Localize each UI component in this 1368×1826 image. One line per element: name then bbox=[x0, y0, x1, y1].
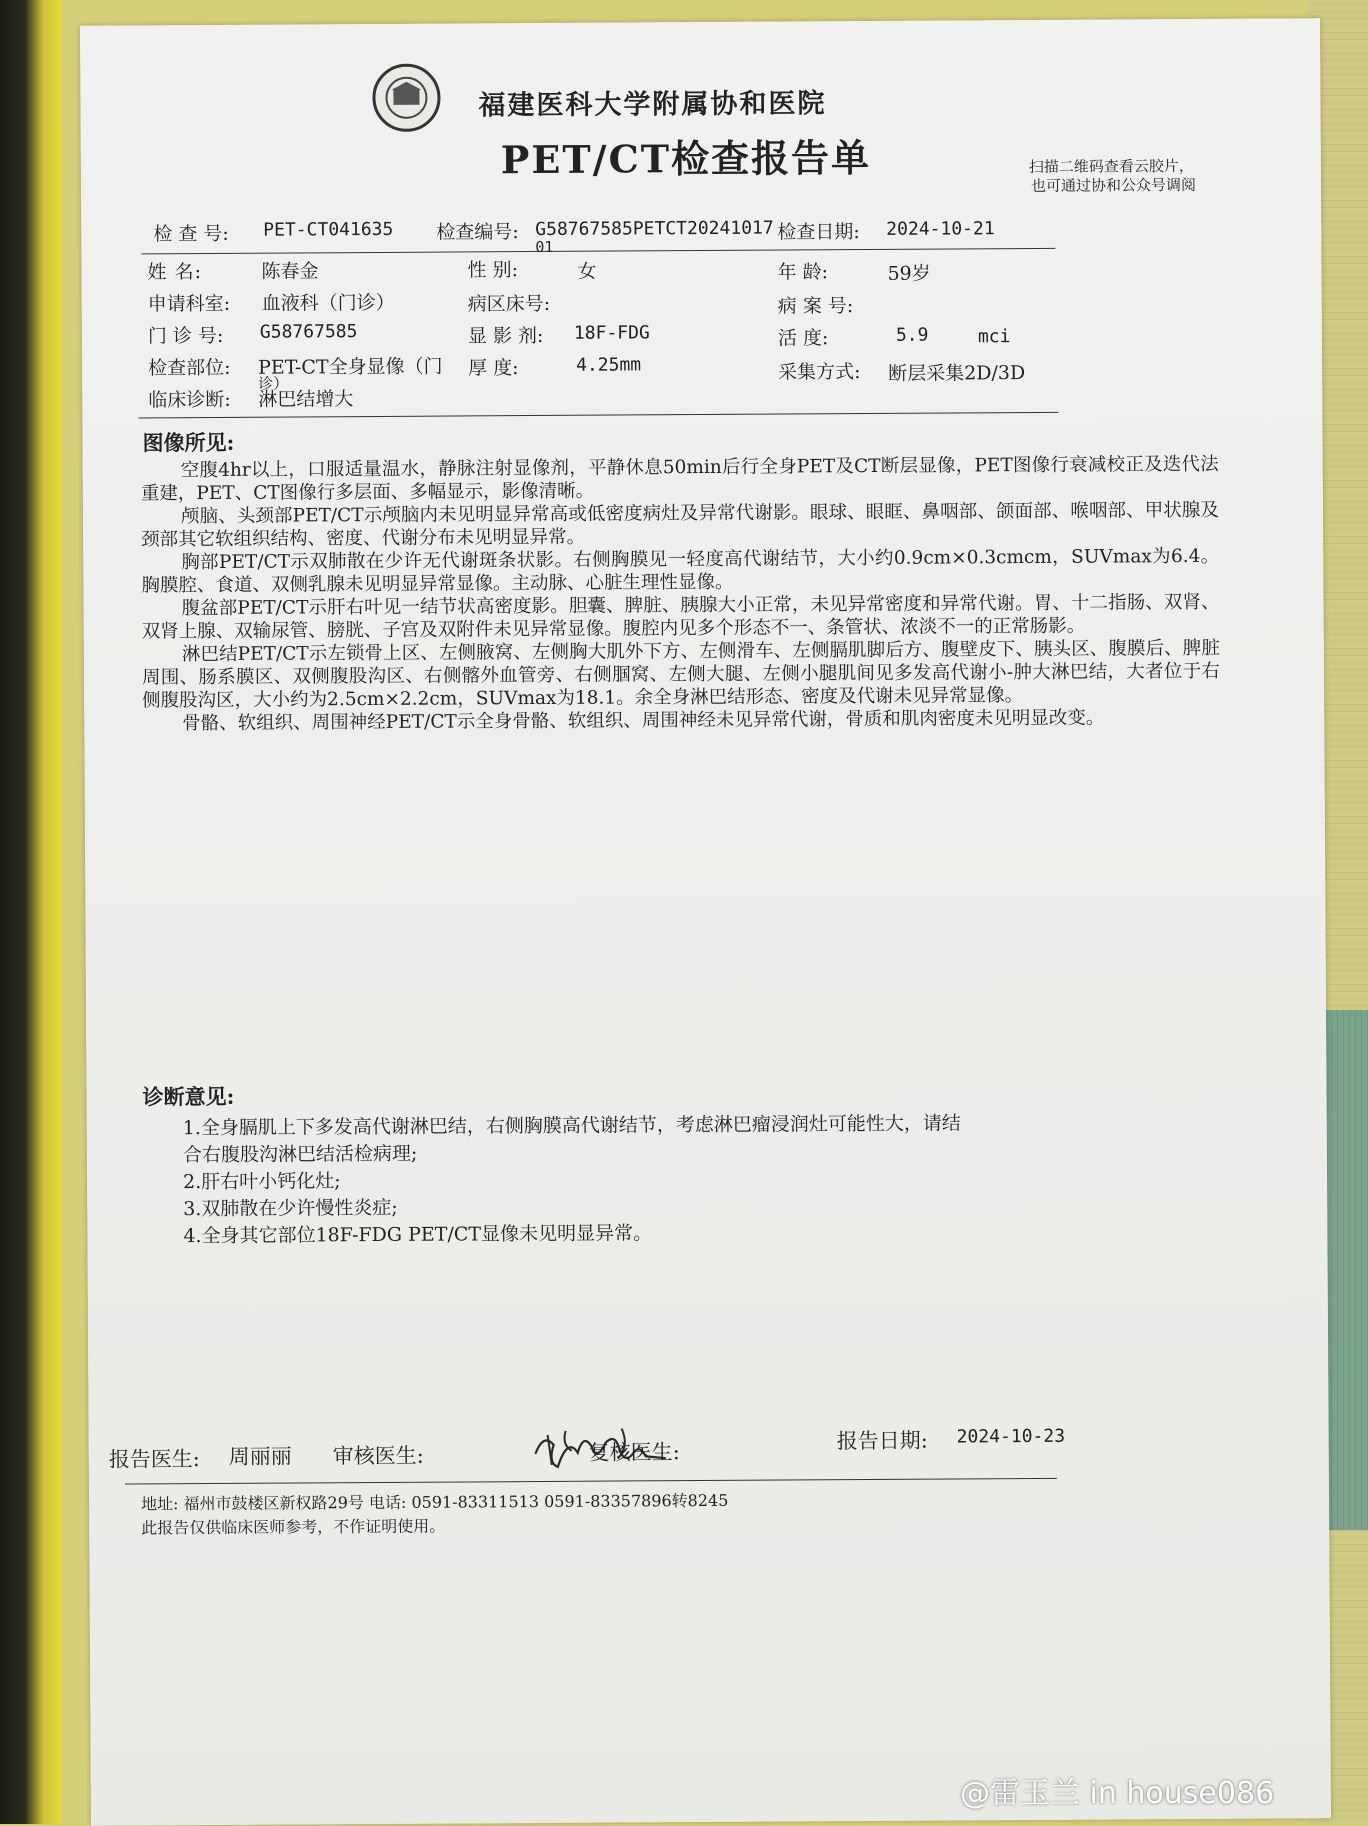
diagnosis-item: 3.双肺散在少许慢性炎症; bbox=[183, 1196, 398, 1221]
method-label: 采集方式: bbox=[778, 361, 861, 384]
watermark: @雷玉兰 in house086 bbox=[960, 1776, 1275, 1811]
recheck-doctor-label: 复核医生: bbox=[588, 1440, 680, 1465]
findings-paragraph: 空腹4hr以上，口服适量温水，静脉注射显像剂，平静休息50min后行全身PET及CT断层显像，PET图像行衰减校正及迭代法重建，PET、CT图像行多层面、多幅显示，影像清晰。 bbox=[140, 453, 1219, 505]
hospital-name: 福建医科大学附属协和医院 bbox=[478, 88, 827, 122]
findings-heading: 图像所见: bbox=[142, 429, 235, 456]
sex-label: 性 别: bbox=[467, 259, 519, 282]
agent-label: 显 影 剂: bbox=[467, 324, 544, 348]
qr-note-line2: 也可通过协和公众号调阅 bbox=[1030, 175, 1197, 195]
findings-paragraph: 淋巴结PET/CT示左锁骨上区、左侧腋窝、左侧胸大肌外下方、左侧滑车、左侧膈肌脚后方、腹壁皮下、胰头区、腹膜后、脾脏周围、肠系膜区、双侧腹股沟区、右侧髂外血管旁、右侧腘窝、左侧大腿、左侧小腿肌间见多发高代谢小-肿大淋巴结，大者位于右侧腹股沟区，大小约为2.5cm×2.2cm，SUVmax为18.1。余全身淋巴结形态、密度及代谢未见异常显像。 bbox=[141, 637, 1221, 712]
diagnosis-list bbox=[183, 1109, 1224, 1250]
name-value: 陈春金 bbox=[261, 260, 319, 283]
divider-patient bbox=[138, 412, 1058, 419]
thickness-value: 4.25mm bbox=[576, 354, 642, 376]
clinical-diag-label: 临床诊断: bbox=[148, 388, 231, 412]
age-value: 59岁 bbox=[887, 262, 931, 285]
report-paper bbox=[80, 18, 1331, 1826]
clinic-no-value: G58767585 bbox=[259, 321, 358, 343]
report-doctor-label: 报告医生: bbox=[108, 1447, 200, 1472]
exam-no-label: 检 查 号: bbox=[153, 222, 229, 246]
review-doctor-label: 审核医生: bbox=[332, 1443, 424, 1469]
hospital-logo-icon bbox=[372, 64, 440, 132]
method-value: 断层采集2D/3D bbox=[888, 362, 1026, 385]
report-title: PET/CT检查报告单 bbox=[500, 134, 872, 183]
exam-code-label: 检查编号: bbox=[436, 221, 519, 244]
report-doctor-name: 周丽丽 bbox=[228, 1444, 292, 1469]
qr-note bbox=[1029, 157, 1196, 196]
activity-unit: mci bbox=[977, 326, 1011, 348]
divider-top bbox=[141, 248, 1055, 255]
age-label: 年 龄: bbox=[777, 261, 829, 284]
dept-label: 申请科室: bbox=[147, 292, 231, 316]
part-value-cont: 诊） bbox=[258, 374, 289, 393]
exam-code-value: G58767585PETCT20241017 bbox=[535, 217, 774, 241]
exam-code-cont: 01 bbox=[535, 237, 554, 257]
findings-body bbox=[141, 453, 1221, 736]
report-date-value: 2024-10-23 bbox=[956, 1425, 1066, 1448]
case-no-label: 病 案 号: bbox=[777, 295, 854, 318]
thickness-label: 厚 度: bbox=[468, 357, 519, 380]
exam-date-value: 2024-10-21 bbox=[886, 218, 995, 240]
findings-paragraph: 腹盆部PET/CT示肝右叶见一结节状高密度影。胆囊、脾脏、胰腺大小正常，未见异常密度和异常代谢。胃、十二指肠、双肾、双肾上腺、双输尿管、膀胱、子宫及双附件未见异常显像。腹腔内见多个形态不一、条管状、浓淡不一的正常肠影。 bbox=[141, 591, 1220, 643]
exam-no-value: PET-CT041635 bbox=[263, 218, 394, 241]
agent-value: 18F-FDG bbox=[573, 322, 650, 344]
folder-edge-left bbox=[0, 0, 62, 1824]
name-label: 姓 名: bbox=[147, 261, 203, 284]
findings-paragraph: 颅脑、头颈部PET/CT示颅脑内未见明显异常高或低密度病灶及异常代谢影。眼球、眼眶、鼻咽部、颌面部、喉咽部、甲状腺及颈部其它软组织结构、密度、代谢分布未见明显异常。 bbox=[141, 499, 1220, 551]
diagnosis-item: 2.肝右叶小钙化灶; bbox=[183, 1170, 341, 1194]
footer-disclaimer: 此报告仅供临床医师参考，不作证明使用。 bbox=[141, 1516, 446, 1538]
activity-label: 活 度: bbox=[777, 327, 829, 350]
qr-note-line1: 扫描二维码查看云胶片， bbox=[1028, 156, 1194, 176]
diagnosis-heading: 诊断意见: bbox=[142, 1083, 235, 1110]
clinical-diag-value: 淋巴结增大 bbox=[258, 388, 354, 411]
findings-paragraph: 骨骼、软组织、周围神经PET/CT示全身骨骼、软组织、周围神经未见异常代谢，骨质和肌肉密度未见明显改变。 bbox=[182, 707, 1105, 735]
sex-value: 女 bbox=[577, 260, 597, 283]
diagnosis-item: 4.全身其它部位18F-FDG PET/CT显像未见明显异常。 bbox=[183, 1222, 653, 1248]
footer-address: 地址: 福州市鼓楼区新权路29号 电话: 0591-83311513 0591-83357896转8245 bbox=[140, 1490, 729, 1514]
clinic-no-label: 门 诊 号: bbox=[147, 324, 224, 348]
ward-label: 病区床号: bbox=[467, 292, 551, 316]
activity-value: 5.9 bbox=[895, 324, 929, 346]
diagnosis-item: 合右腹股沟淋巴结活检病理; bbox=[182, 1142, 418, 1167]
diagnosis-item: 1.全身膈肌上下多发高代谢淋巴结，右侧胸膜高代谢结节，考虑淋巴瘤浸润灶可能性大，请结 bbox=[182, 1112, 961, 1140]
findings-paragraph: 胸部PET/CT示双肺散在少许无代谢斑条状影。右侧胸膜见一轻度高代谢结节，大小约0.9cm×0.3cmcm，SUVmax为6.4。胸膜腔、食道、双侧乳腺未见明显异常显像。主动脉、心脏生理性显像。 bbox=[141, 545, 1220, 597]
dept-value: 血液科（门诊） bbox=[261, 291, 395, 315]
part-value: PET-CT全身显像（门 bbox=[258, 355, 443, 379]
exam-date-label: 检查日期: bbox=[777, 221, 860, 244]
report-date-label: 报告日期: bbox=[836, 1428, 928, 1454]
part-label: 检查部位: bbox=[148, 356, 231, 380]
